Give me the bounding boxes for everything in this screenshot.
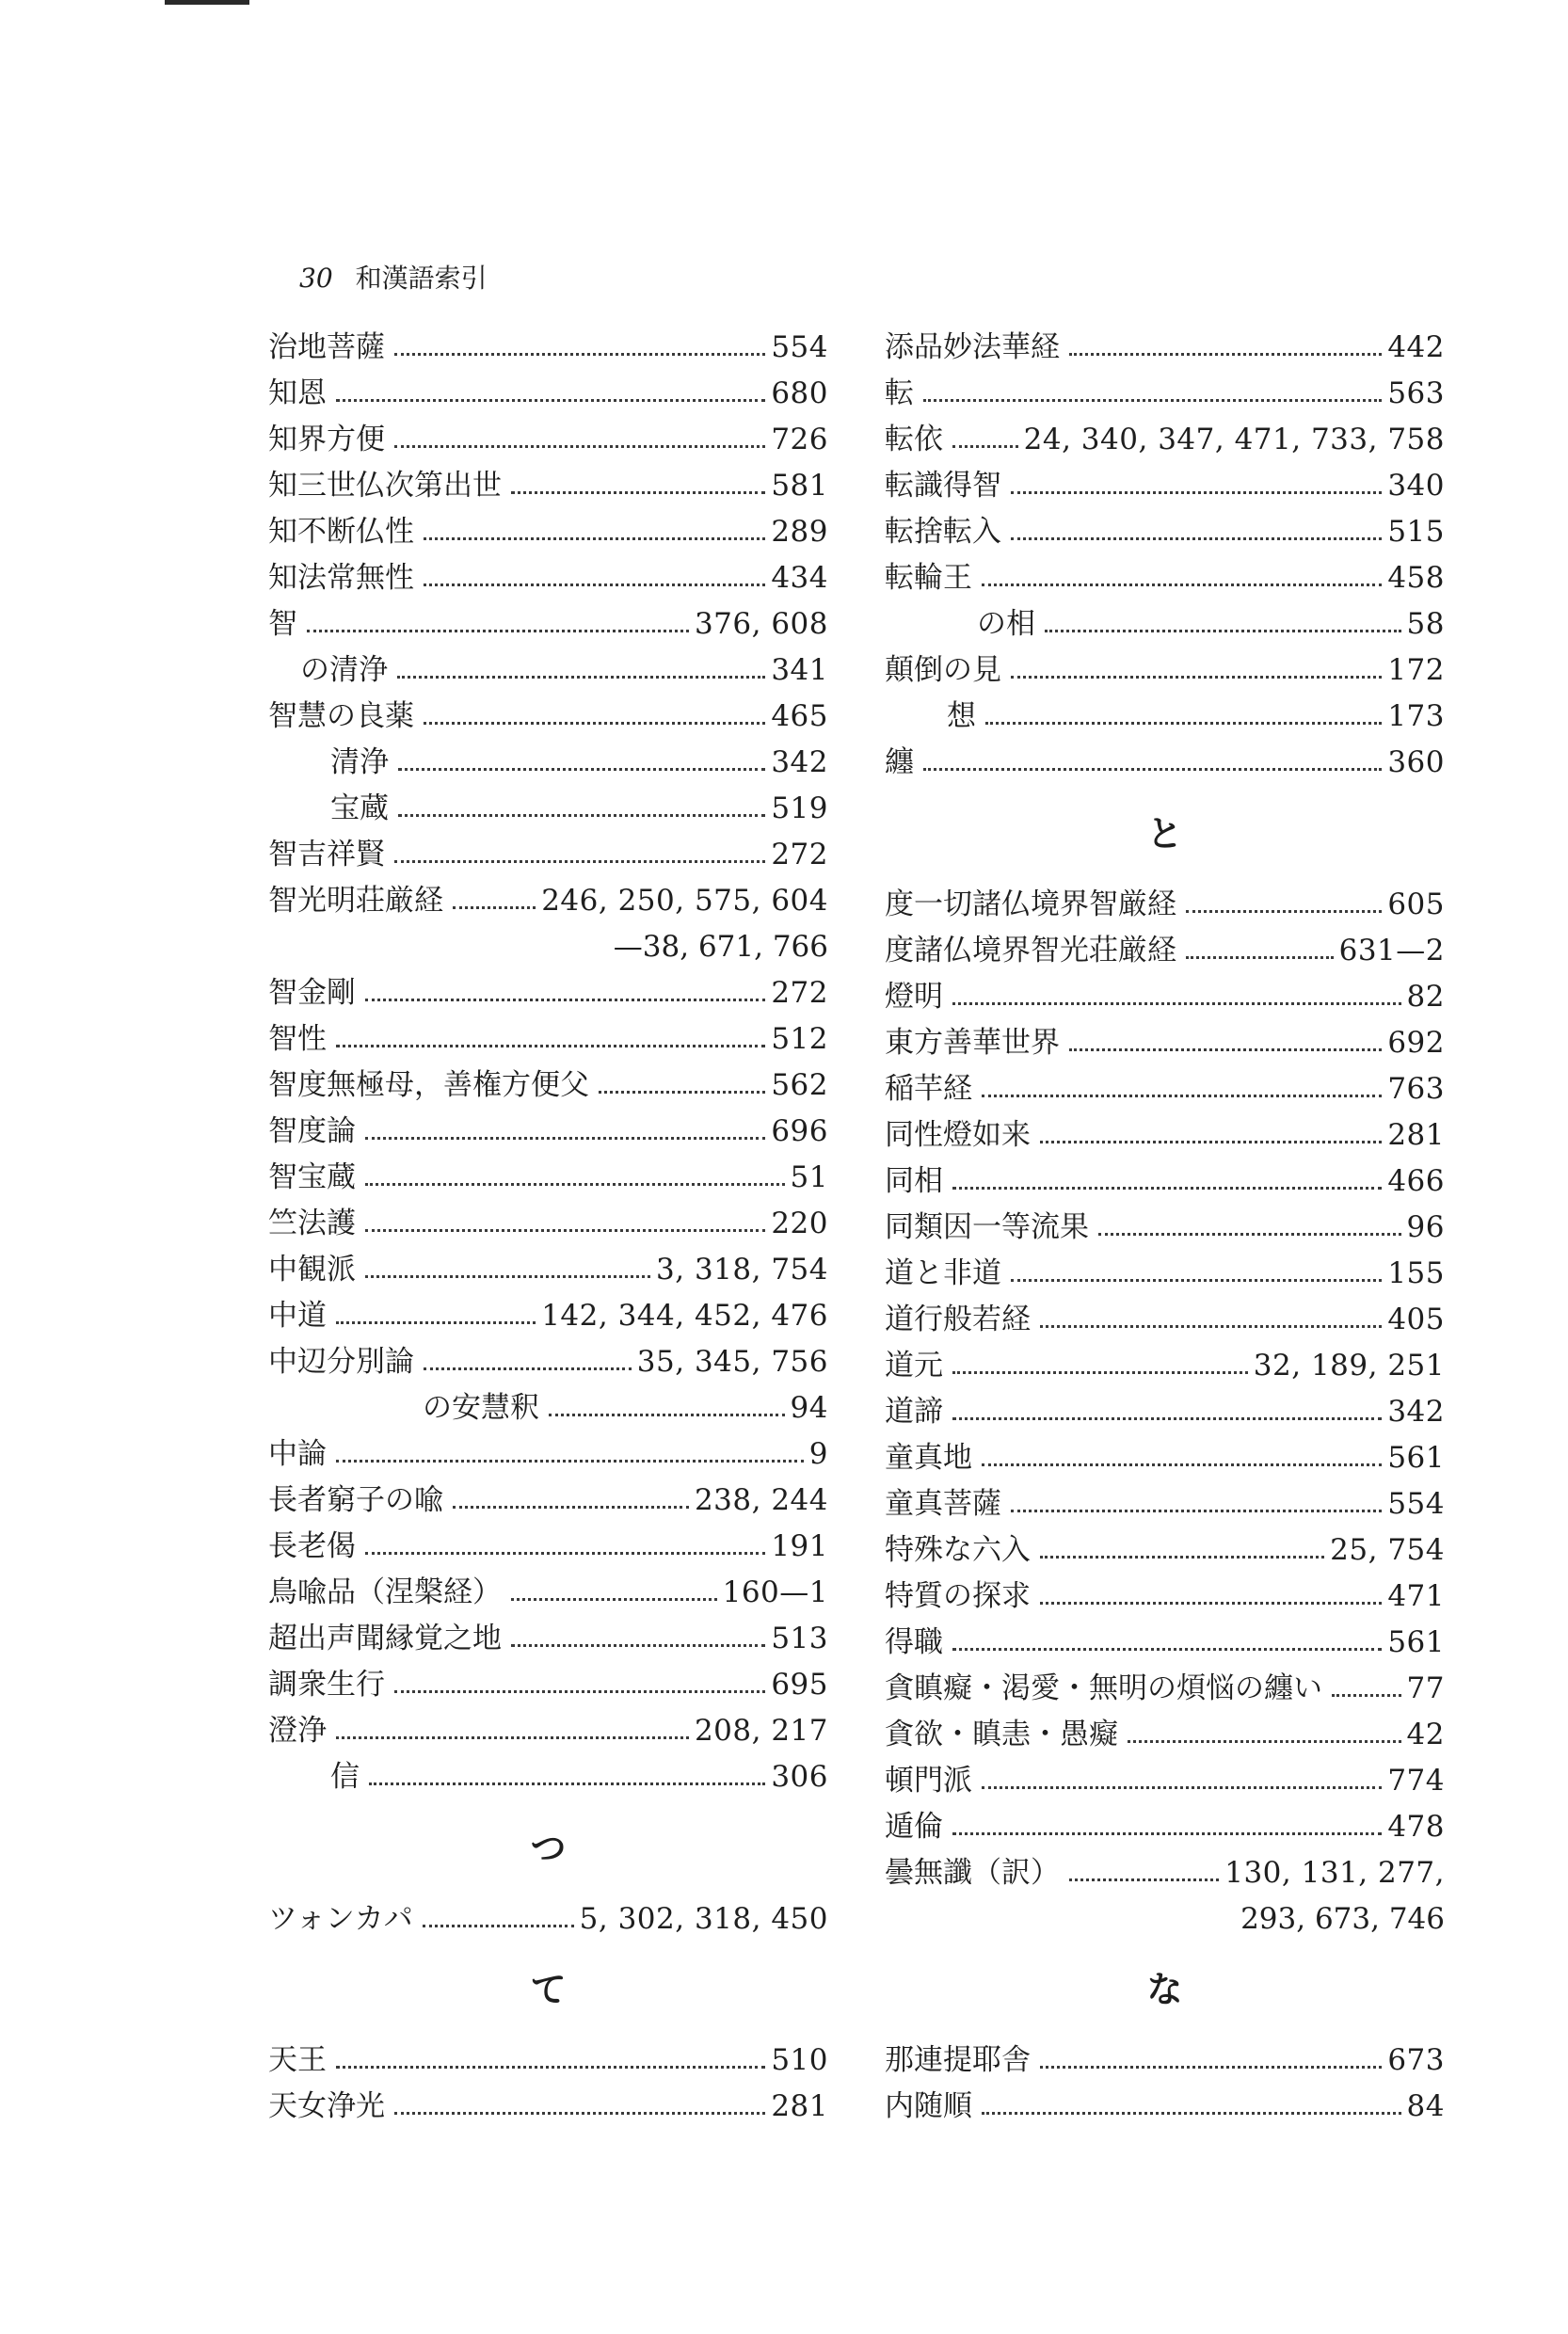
entry-term: 内随順 bbox=[885, 2089, 972, 2123]
index-entry bbox=[885, 1477, 1445, 1523]
entry-term: 中道 bbox=[268, 1299, 327, 1333]
dot-leader bbox=[398, 814, 765, 817]
dot-leader bbox=[1040, 1325, 1382, 1328]
dot-leader bbox=[424, 537, 765, 540]
index-entry bbox=[268, 1150, 828, 1196]
dot-leader bbox=[453, 906, 536, 909]
index-entry bbox=[268, 966, 828, 1012]
entry-term: 知法常無性 bbox=[268, 561, 414, 595]
entry-term: 長者窮子の喩 bbox=[268, 1483, 443, 1517]
index-entry bbox=[885, 1338, 1445, 1384]
entry-pages: 173 bbox=[1387, 699, 1445, 733]
dot-leader bbox=[1332, 1694, 1401, 1697]
index-entry bbox=[885, 1246, 1445, 1292]
entry-term: 東方善華世界 bbox=[885, 1026, 1060, 1060]
index-entry bbox=[268, 504, 828, 551]
entry-pages: 238, 244 bbox=[694, 1483, 828, 1517]
dot-leader bbox=[1069, 1878, 1219, 1881]
entry-pages: 84 bbox=[1406, 2089, 1445, 2123]
dot-leader bbox=[394, 860, 765, 863]
entry-pages: 513 bbox=[771, 1622, 828, 1655]
dot-leader bbox=[424, 1367, 632, 1370]
index-entry bbox=[268, 1519, 828, 1565]
entry-pages: 561 bbox=[1387, 1625, 1445, 1659]
entry-pages: 341 bbox=[771, 653, 828, 687]
entry-pages: 405 bbox=[1387, 1303, 1445, 1336]
index-entry bbox=[268, 2079, 828, 2125]
index-entry bbox=[885, 2033, 1445, 2079]
index-entry bbox=[885, 877, 1445, 923]
index-entry bbox=[268, 1288, 828, 1335]
dot-leader bbox=[1040, 2066, 1382, 2069]
section-heading: と bbox=[1146, 812, 1183, 855]
entry-term: 纏 bbox=[885, 745, 914, 779]
entry-pages: 692 bbox=[1387, 1026, 1445, 1060]
dot-leader bbox=[952, 1187, 1382, 1190]
dot-leader bbox=[952, 1417, 1382, 1420]
entry-pages: 220 bbox=[771, 1207, 828, 1240]
entry-pages: 281 bbox=[1387, 1118, 1445, 1152]
entry-term: 稲芉経 bbox=[885, 1072, 972, 1106]
dot-leader bbox=[424, 584, 765, 586]
index-entry bbox=[885, 1569, 1445, 1615]
index-entry bbox=[885, 597, 1445, 643]
dot-leader bbox=[424, 722, 765, 725]
index-entry bbox=[885, 1523, 1445, 1569]
entry-term: ツォンカパ bbox=[268, 1902, 413, 1936]
dot-leader bbox=[365, 1183, 785, 1186]
index-entry bbox=[268, 1196, 828, 1242]
entry-pages: 726 bbox=[771, 423, 828, 456]
dot-leader bbox=[397, 676, 765, 679]
index-entry bbox=[885, 1799, 1445, 1846]
entry-term: の清浄 bbox=[300, 653, 388, 687]
dot-leader bbox=[923, 399, 1382, 402]
entry-term: 転識得智 bbox=[885, 469, 1001, 503]
index-entry bbox=[885, 969, 1445, 1015]
dot-leader bbox=[982, 1463, 1382, 1466]
entry-pages: 471 bbox=[1387, 1579, 1445, 1613]
index-entry bbox=[885, 320, 1445, 366]
entry-term: 貪欲・瞋恚・愚癡 bbox=[885, 1718, 1118, 1751]
index-entry bbox=[268, 1012, 828, 1058]
dot-leader bbox=[394, 2112, 765, 2115]
entry-pages: 340 bbox=[1387, 469, 1445, 503]
entry-term: 曇無讖（訳） bbox=[885, 1856, 1060, 1890]
entry-term: 同類因一等流果 bbox=[885, 1210, 1089, 1244]
entry-term: 童真地 bbox=[885, 1441, 972, 1475]
entry-term: 竺法護 bbox=[268, 1207, 356, 1240]
entry-term: 度諸仏境界智光荘厳経 bbox=[885, 934, 1176, 967]
entry-pages: 5, 302, 318, 450 bbox=[579, 1902, 828, 1936]
entry-term: 超出声聞縁覚之地 bbox=[268, 1622, 502, 1655]
entry-pages: 563 bbox=[1387, 376, 1445, 410]
entry-pages: 465 bbox=[771, 699, 828, 733]
index-entry bbox=[885, 1384, 1445, 1431]
entry-term: 顛倒の見 bbox=[885, 653, 1001, 687]
entry-pages: 51 bbox=[790, 1160, 828, 1194]
entry-term: 知不断仏性 bbox=[268, 515, 414, 549]
dot-leader bbox=[1040, 1556, 1324, 1559]
entry-pages: 191 bbox=[771, 1529, 828, 1563]
index-entry bbox=[885, 1062, 1445, 1108]
index-entry bbox=[268, 873, 828, 919]
index-entry bbox=[268, 1703, 828, 1750]
entry-pages: 35, 345, 756 bbox=[636, 1345, 828, 1379]
dot-leader bbox=[1040, 1602, 1382, 1605]
entry-pages: 696 bbox=[771, 1114, 828, 1148]
page-edge-mark bbox=[165, 0, 249, 5]
entry-pages: 631—2 bbox=[1338, 934, 1445, 967]
entry-term: 智光明荘厳経 bbox=[268, 884, 443, 918]
entry-pages: 155 bbox=[1387, 1256, 1445, 1290]
entry-term: 鳥喩品（涅槃経） bbox=[268, 1575, 502, 1609]
entry-term: 長老偈 bbox=[268, 1529, 356, 1563]
entry-term: 信 bbox=[330, 1760, 360, 1794]
dot-leader bbox=[307, 630, 689, 632]
index-entry bbox=[885, 1015, 1445, 1062]
entry-term: 転 bbox=[885, 376, 914, 410]
section-heading: つ bbox=[530, 1827, 567, 1869]
entry-pages: 272 bbox=[771, 838, 828, 871]
dot-leader bbox=[365, 1229, 765, 1232]
entry-pages: 82 bbox=[1406, 980, 1445, 1014]
dot-leader bbox=[952, 1002, 1401, 1005]
entry-term: 中辺分別論 bbox=[268, 1345, 414, 1379]
entry-term: 智慧の良薬 bbox=[268, 699, 414, 733]
index-entry bbox=[885, 1154, 1445, 1200]
dot-leader bbox=[952, 1648, 1382, 1651]
entry-pages: 160—1 bbox=[722, 1575, 828, 1609]
dot-leader bbox=[549, 1414, 785, 1416]
entry-pages: 510 bbox=[771, 2043, 828, 2077]
entry-term: 智金剛 bbox=[268, 976, 356, 1010]
entry-pages: 96 bbox=[1406, 1210, 1445, 1244]
entry-pages: 130, 131, 277, bbox=[1224, 1856, 1445, 1890]
index-entry bbox=[885, 366, 1445, 412]
index-entry bbox=[268, 1427, 828, 1473]
entry-pages: 32, 189, 251 bbox=[1253, 1349, 1445, 1383]
entry-term: 転捨転入 bbox=[885, 515, 1001, 549]
entry-term: 道と非道 bbox=[885, 1256, 1001, 1290]
entry-term: 天女浄光 bbox=[268, 2089, 385, 2123]
entry-term: 貪瞋癡・渇愛・無明の煩悩の纏い bbox=[885, 1671, 1322, 1705]
dot-leader bbox=[1040, 1141, 1382, 1143]
entry-term: 童真菩薩 bbox=[885, 1487, 1001, 1521]
section-heading: て bbox=[530, 1968, 567, 2010]
dot-leader bbox=[1011, 537, 1382, 540]
entry-pages: 673 bbox=[1387, 2043, 1445, 2077]
dot-leader bbox=[336, 1736, 689, 1739]
index-entry bbox=[885, 504, 1445, 551]
entry-pages-continued: 293, 673, 746 bbox=[1240, 1902, 1445, 1936]
entry-pages: 25, 754 bbox=[1330, 1533, 1445, 1567]
entry-term: 知界方便 bbox=[268, 423, 385, 456]
entry-term: 宝蔵 bbox=[330, 791, 389, 825]
dot-leader bbox=[1069, 353, 1382, 356]
index-entry bbox=[268, 1657, 828, 1703]
entry-pages: 554 bbox=[1387, 1487, 1445, 1521]
entry-term: 智度無極母，善権方便父 bbox=[268, 1068, 589, 1102]
entry-pages: 142, 344, 452, 476 bbox=[541, 1299, 828, 1333]
index-entry bbox=[268, 827, 828, 873]
entry-term: 特質の探求 bbox=[885, 1579, 1031, 1613]
dot-leader bbox=[599, 1091, 765, 1094]
dot-leader bbox=[1011, 1279, 1382, 1282]
entry-pages-continued: —38, 671, 766 bbox=[613, 930, 828, 964]
entry-term: 転輪王 bbox=[885, 561, 972, 595]
index-entry bbox=[885, 689, 1445, 735]
index-entry bbox=[885, 412, 1445, 458]
index-entry bbox=[268, 458, 828, 504]
entry-pages: 24, 340, 347, 471, 733, 758 bbox=[1023, 423, 1445, 456]
dot-leader bbox=[336, 2066, 765, 2069]
dot-leader bbox=[923, 768, 1382, 771]
index-entry bbox=[885, 2079, 1445, 2125]
dot-leader bbox=[1128, 1740, 1401, 1743]
entry-pages: 680 bbox=[771, 376, 828, 410]
entry-term: 智度論 bbox=[268, 1114, 356, 1148]
entry-term: 道諦 bbox=[885, 1395, 943, 1429]
entry-term: 遁倫 bbox=[885, 1810, 943, 1844]
dot-leader bbox=[453, 1506, 689, 1509]
section-heading: な bbox=[1146, 1968, 1183, 2010]
index-entry bbox=[268, 1473, 828, 1519]
entry-term: 添品妙法華経 bbox=[885, 330, 1060, 364]
entry-term: 中論 bbox=[268, 1437, 327, 1471]
dot-leader bbox=[369, 1782, 765, 1785]
entry-term: 調衆生行 bbox=[268, 1668, 385, 1702]
index-entry bbox=[268, 1242, 828, 1288]
index-entry bbox=[268, 551, 828, 597]
index-entry bbox=[268, 1335, 828, 1381]
dot-leader bbox=[394, 1690, 765, 1693]
entry-pages: 306 bbox=[771, 1760, 828, 1794]
entry-term: 智 bbox=[268, 607, 297, 641]
dot-leader bbox=[1011, 676, 1382, 679]
dot-leader bbox=[394, 353, 765, 356]
dot-leader bbox=[952, 1371, 1248, 1374]
index-entry bbox=[885, 1615, 1445, 1661]
entry-pages: 561 bbox=[1387, 1441, 1445, 1475]
entry-pages: 360 bbox=[1387, 745, 1445, 779]
index-entry bbox=[268, 1381, 828, 1427]
entry-pages: 77 bbox=[1406, 1671, 1445, 1705]
dot-leader bbox=[336, 1460, 804, 1463]
dot-leader bbox=[336, 1321, 536, 1324]
entry-pages: 512 bbox=[771, 1022, 828, 1056]
index-entry bbox=[268, 781, 828, 827]
dot-leader bbox=[394, 445, 765, 448]
entry-term: 澄浄 bbox=[268, 1714, 327, 1748]
index-entry bbox=[885, 1431, 1445, 1477]
entry-pages: 478 bbox=[1387, 1810, 1445, 1844]
dot-leader bbox=[398, 768, 765, 771]
entry-pages: 763 bbox=[1387, 1072, 1445, 1106]
entry-pages: 695 bbox=[771, 1668, 828, 1702]
index-entry bbox=[268, 1750, 828, 1796]
entry-pages: 466 bbox=[1387, 1164, 1445, 1198]
dot-leader bbox=[1011, 491, 1382, 494]
dot-leader bbox=[952, 445, 1018, 448]
dot-leader bbox=[1045, 630, 1401, 632]
dot-leader bbox=[982, 584, 1382, 586]
index-entry bbox=[268, 689, 828, 735]
dot-leader bbox=[982, 1095, 1382, 1097]
dot-leader bbox=[365, 1137, 765, 1140]
entry-term: 中観派 bbox=[268, 1253, 356, 1287]
index-entry bbox=[268, 412, 828, 458]
entry-term: 度一切諸仏境界智厳経 bbox=[885, 887, 1176, 921]
entry-pages: 342 bbox=[1387, 1395, 1445, 1429]
entry-pages: 58 bbox=[1406, 607, 1445, 641]
entry-pages: 9 bbox=[808, 1437, 828, 1471]
entry-term: 転依 bbox=[885, 423, 943, 456]
entry-pages: 289 bbox=[771, 515, 828, 549]
entry-pages: 208, 217 bbox=[694, 1714, 828, 1748]
dot-leader bbox=[511, 1598, 717, 1601]
entry-term: 知恩 bbox=[268, 376, 327, 410]
entry-pages: 562 bbox=[771, 1068, 828, 1102]
entry-pages: 581 bbox=[771, 469, 828, 503]
dot-leader bbox=[1098, 1233, 1401, 1236]
index-entry bbox=[268, 597, 828, 643]
index-entry bbox=[885, 735, 1445, 781]
entry-term: 得職 bbox=[885, 1625, 943, 1659]
entry-pages: 442 bbox=[1387, 330, 1445, 364]
index-entry bbox=[268, 2033, 828, 2079]
entry-pages: 434 bbox=[771, 561, 828, 595]
entry-pages: 172 bbox=[1387, 653, 1445, 687]
dot-leader bbox=[336, 1045, 765, 1047]
entry-pages: 272 bbox=[771, 976, 828, 1010]
dot-leader bbox=[982, 1786, 1382, 1789]
index-entry bbox=[268, 1104, 828, 1150]
entry-term: 頓門派 bbox=[885, 1764, 972, 1798]
dot-leader bbox=[365, 999, 765, 1001]
entry-pages: 376, 608 bbox=[694, 607, 828, 641]
dot-leader bbox=[982, 2112, 1401, 2115]
index-entry bbox=[268, 1565, 828, 1611]
index-entry bbox=[885, 1846, 1445, 1892]
entry-pages: 42 bbox=[1406, 1718, 1445, 1751]
index-entry bbox=[268, 366, 828, 412]
entry-pages: 94 bbox=[790, 1391, 828, 1425]
index-entry bbox=[268, 735, 828, 781]
entry-term: 智宝蔵 bbox=[268, 1160, 356, 1194]
dot-leader bbox=[365, 1552, 765, 1555]
entry-term: 道行般若経 bbox=[885, 1303, 1031, 1336]
dot-leader bbox=[336, 399, 765, 402]
entry-term: の安慧釈 bbox=[423, 1391, 539, 1425]
dot-leader bbox=[952, 1832, 1382, 1835]
dot-leader bbox=[1186, 956, 1334, 959]
entry-term: 特殊な六入 bbox=[885, 1533, 1031, 1567]
entry-term: 燈明 bbox=[885, 980, 943, 1014]
index-entry bbox=[885, 458, 1445, 504]
entry-term: 知三世仏次第出世 bbox=[268, 469, 502, 503]
entry-term: の相 bbox=[977, 607, 1035, 641]
index-entry bbox=[885, 1753, 1445, 1799]
index-entry bbox=[885, 1661, 1445, 1707]
entry-term: 治地菩薩 bbox=[268, 330, 385, 364]
entry-term: 天王 bbox=[268, 2043, 327, 2077]
entry-pages: 246, 250, 575, 604 bbox=[541, 884, 828, 918]
entry-term: 那連提耶舎 bbox=[885, 2043, 1031, 2077]
entry-term: 清浄 bbox=[330, 745, 389, 779]
page-header bbox=[299, 262, 488, 296]
dot-leader bbox=[1186, 910, 1382, 913]
entry-pages: 605 bbox=[1387, 887, 1445, 921]
dot-leader bbox=[985, 722, 1382, 725]
entry-pages: 458 bbox=[1387, 561, 1445, 595]
index-entry bbox=[885, 1200, 1445, 1246]
entry-pages: 3, 318, 754 bbox=[656, 1253, 828, 1287]
index-entry bbox=[268, 1611, 828, 1657]
dot-leader bbox=[365, 1275, 650, 1278]
entry-term: 同性燈如来 bbox=[885, 1118, 1031, 1152]
index-entry bbox=[885, 1707, 1445, 1753]
dot-leader bbox=[511, 491, 765, 494]
index-entry bbox=[885, 643, 1445, 689]
entry-pages: 281 bbox=[771, 2089, 828, 2123]
dot-leader bbox=[1011, 1510, 1382, 1512]
entry-term: 智性 bbox=[268, 1022, 327, 1056]
index-entry bbox=[885, 1292, 1445, 1338]
index-entry bbox=[885, 923, 1445, 969]
dot-leader bbox=[423, 1925, 574, 1927]
dot-leader bbox=[1069, 1048, 1382, 1051]
index-entry bbox=[268, 1892, 828, 1938]
index-entry bbox=[885, 1108, 1445, 1154]
entry-pages: 554 bbox=[771, 330, 828, 364]
index-entry bbox=[268, 320, 828, 366]
entry-pages: 774 bbox=[1387, 1764, 1445, 1798]
index-entry bbox=[885, 551, 1445, 597]
index-entry bbox=[268, 643, 828, 689]
entry-pages: 515 bbox=[1387, 515, 1445, 549]
entry-term: 想 bbox=[947, 699, 976, 733]
index-title: 和漢語索引 bbox=[355, 263, 488, 294]
entry-term: 智吉祥賢 bbox=[268, 838, 385, 871]
entry-term: 道元 bbox=[885, 1349, 943, 1383]
dot-leader bbox=[511, 1644, 765, 1647]
page-number: 30 bbox=[299, 263, 333, 294]
entry-pages: 342 bbox=[771, 745, 828, 779]
entry-term: 同相 bbox=[885, 1164, 943, 1198]
index-entry bbox=[268, 1058, 828, 1104]
entry-pages: 519 bbox=[771, 791, 828, 825]
